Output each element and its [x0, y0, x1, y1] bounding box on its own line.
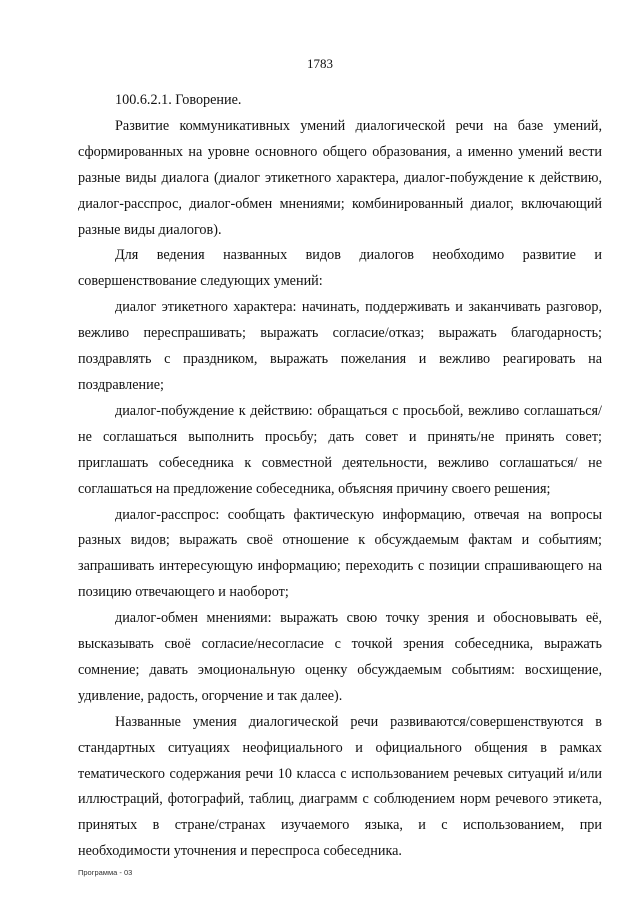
page-number: 1783: [307, 56, 333, 71]
document-body: [78, 88, 602, 865]
footer-label: Программа - 03: [78, 868, 133, 877]
paragraph-opinion-dialogue: диалог-обмен мнениями: выражать свою точку зрения и обосновывать её, высказывать своё согласие/несогласие с точкой зрения собеседника, выражать сомнение; давать эмоциональную оценку обсуждаемым событиям: восхищение, удивление, радость, огорчение и так далее).: [78, 610, 602, 704]
paragraph-incentive-dialogue: диалог-побуждение к действию: обращаться с просьбой, вежливо соглашаться/не соглашаться выполнить просьбу; дать совет и принять/не принять совет; приглашать собеседника к совместной деятельности, вежливо соглашаться/ не соглашаться на предложение собеседника, объясняя причину своего решения;: [78, 402, 602, 497]
paragraph-conclusion: Названные умения диалогической речи развиваются/совершенствуются в стандартных ситуациях неофициального и официального общения в рамках тематического содержания речи 10 класса с использованием речевых ситуаций и/или иллюстраций, фотографий, таблиц, диаграмм с соблюдением норм речевого этикета, принятых в стране/странах изучаемого языка, и с использованием, при необходимости уточнения и переспроса собеседника.: [78, 713, 602, 860]
paragraph-etiquette-dialogue: диалог этикетного характера: начинать, поддерживать и заканчивать разговор, вежливо переспрашивать; выражать согласие/отказ; выражать благодарность; поздравлять с праздником, выражать пожелания и вежливо реагировать на поздравление;: [78, 299, 602, 393]
paragraph-inquiry-dialogue: диалог-расспрос: сообщать фактическую информацию, отвечая на вопросы разных видов; выражать своё отношение к обсуждаемым фактам и событиям; запрашивать интересующую информацию; переходить с позиции спрашивающего на позицию отвечающего и наоборот;: [78, 506, 602, 601]
section-heading: 100.6.2.1. Говорение.: [115, 92, 242, 108]
paragraph-skills-lead: Для ведения названных видов диалогов необходимо развитие и совершенствование следующих умений:: [78, 247, 602, 290]
paragraph-intro: Развитие коммуникативных умений диалогической речи на базе умений, сформированных на уровне основного общего образования, а именно умений вести разные виды диалога (диалог этикетного характера, диалог-побуждение к действию, диалог-расспрос, диалог-обмен мнениями; комбинированный диалог, включающий разные виды диалогов).: [78, 117, 602, 238]
